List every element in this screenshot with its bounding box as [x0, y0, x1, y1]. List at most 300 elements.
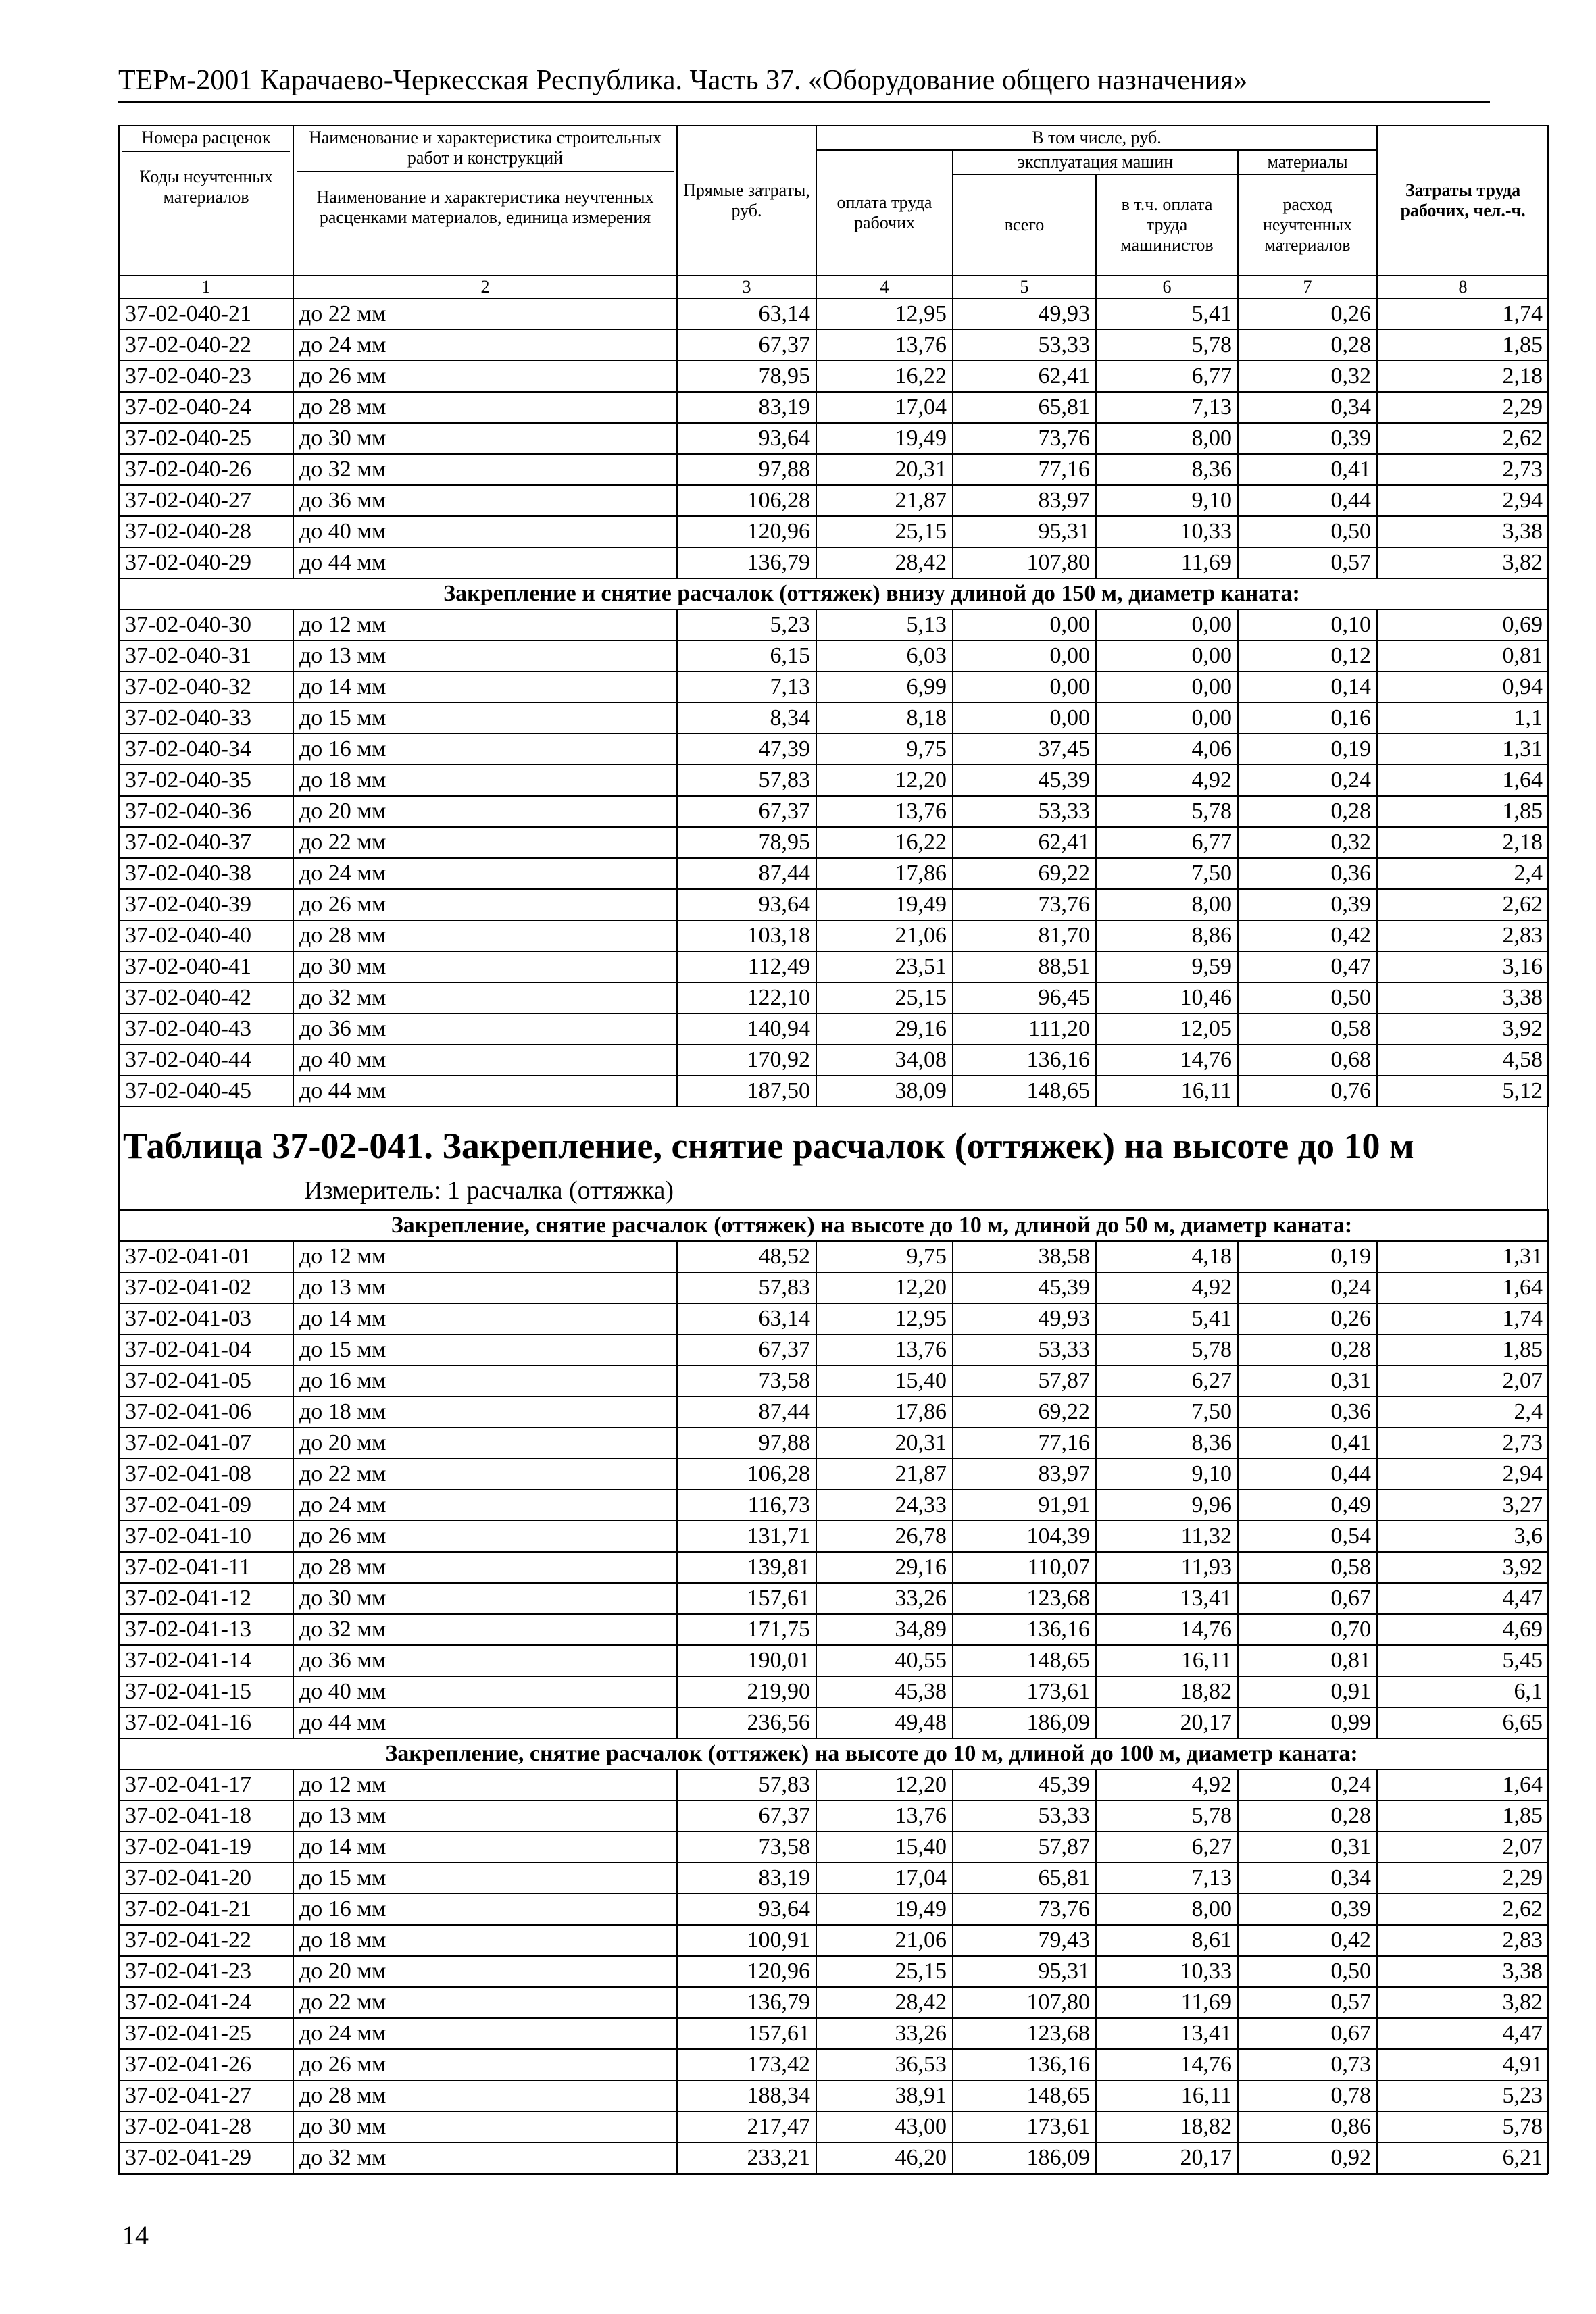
material-use-cell: 0,58	[1238, 1013, 1377, 1045]
machine-total-cell: 53,33	[953, 330, 1096, 361]
labor-cost-cell: 1,64	[1377, 1272, 1549, 1303]
work-name-cell: до 36 мм	[293, 1013, 677, 1045]
machinist-pay-cell: 8,36	[1096, 454, 1238, 485]
direct-cost-cell: 93,64	[677, 889, 816, 920]
work-name-cell: до 12 мм	[293, 1241, 677, 1272]
machine-total-cell: 69,22	[953, 1397, 1096, 1428]
table-row	[119, 703, 1549, 734]
material-use-cell: 0,28	[1238, 330, 1377, 361]
machinist-pay-cell: 7,13	[1096, 1863, 1238, 1894]
machine-total-cell: 77,16	[953, 1428, 1096, 1459]
rate-code-cell: 37-02-041-29	[119, 2142, 293, 2173]
labor-cost-cell: 1,64	[1377, 1769, 1549, 1801]
rate-code-cell: 37-02-041-12	[119, 1583, 293, 1614]
rate-code-cell: 37-02-041-18	[119, 1801, 293, 1832]
col-material-name-label: Наименование и характеристика неучтенных расценками материалов, единица измерения	[316, 187, 654, 227]
labor-pay-cell: 17,86	[816, 1397, 953, 1428]
rate-code-cell: 37-02-040-40	[119, 920, 293, 951]
machinist-pay-cell: 5,78	[1096, 330, 1238, 361]
machinist-pay-cell: 9,10	[1096, 1459, 1238, 1490]
table-row	[119, 1076, 1549, 1107]
labor-pay-cell: 12,95	[816, 1303, 953, 1334]
rate-code-cell: 37-02-041-19	[119, 1832, 293, 1863]
rate-code-cell: 37-02-041-11	[119, 1552, 293, 1583]
machine-total-cell: 79,43	[953, 1925, 1096, 1956]
column-number: 6	[1096, 276, 1238, 299]
machine-total-cell: 49,93	[953, 299, 1096, 330]
table-row	[119, 1521, 1549, 1552]
material-use-cell: 0,73	[1238, 2049, 1377, 2080]
labor-cost-cell: 3,82	[1377, 547, 1549, 578]
labor-cost-cell: 1,31	[1377, 734, 1549, 765]
rate-code-cell: 37-02-041-17	[119, 1769, 293, 1801]
material-use-cell: 0,54	[1238, 1521, 1377, 1552]
labor-cost-cell: 5,23	[1377, 2080, 1549, 2111]
work-name-cell: до 20 мм	[293, 1428, 677, 1459]
labor-cost-cell: 2,94	[1377, 1459, 1549, 1490]
material-use-cell: 0,31	[1238, 1365, 1377, 1397]
work-name-cell: до 15 мм	[293, 703, 677, 734]
material-use-cell: 0,36	[1238, 858, 1377, 889]
material-use-cell: 0,24	[1238, 1272, 1377, 1303]
labor-pay-cell: 12,20	[816, 765, 953, 796]
rate-code-cell: 37-02-041-15	[119, 1676, 293, 1707]
material-use-cell: 0,28	[1238, 796, 1377, 827]
machine-total-cell: 45,39	[953, 1769, 1096, 1801]
machinist-pay-cell: 4,06	[1096, 734, 1238, 765]
labor-pay-cell: 17,86	[816, 858, 953, 889]
direct-cost-cell: 63,14	[677, 299, 816, 330]
labor-cost-cell: 5,12	[1377, 1076, 1549, 1107]
work-name-cell: до 40 мм	[293, 1045, 677, 1076]
material-use-cell: 0,36	[1238, 1397, 1377, 1428]
section-heading: Закрепление и снятие расчалок (оттяжек) внизу длиной до 150 м, диаметр каната:	[119, 578, 1549, 609]
table-row	[119, 1241, 1549, 1272]
column-number: 2	[293, 276, 677, 299]
labor-cost-cell: 1,85	[1377, 1334, 1549, 1365]
direct-cost-cell: 217,47	[677, 2111, 816, 2142]
direct-cost-cell: 8,34	[677, 703, 816, 734]
column-number: 4	[816, 276, 953, 299]
col-work-name-label: Наименование и характеристика строительных работ и конструкций	[297, 128, 674, 172]
direct-cost-cell: 120,96	[677, 516, 816, 547]
page-number: 14	[122, 2220, 149, 2250]
machine-total-cell: 173,61	[953, 1676, 1096, 1707]
work-name-cell: до 14 мм	[293, 1832, 677, 1863]
labor-cost-cell: 2,94	[1377, 485, 1549, 516]
direct-cost-cell: 73,58	[677, 1832, 816, 1863]
labor-cost-cell: 3,38	[1377, 1956, 1549, 1987]
direct-cost-cell: 136,79	[677, 1987, 816, 2018]
direct-cost-cell: 67,37	[677, 1801, 816, 1832]
labor-pay-cell: 19,49	[816, 1894, 953, 1925]
labor-cost-cell: 2,83	[1377, 920, 1549, 951]
labor-cost-cell: 2,07	[1377, 1365, 1549, 1397]
table-row	[119, 1334, 1549, 1365]
machinist-pay-cell: 14,76	[1096, 1614, 1238, 1645]
work-name-cell: до 40 мм	[293, 1676, 677, 1707]
work-name-cell: до 26 мм	[293, 889, 677, 920]
table-row	[119, 951, 1549, 982]
machinist-pay-cell: 10,33	[1096, 516, 1238, 547]
labor-cost-cell: 5,78	[1377, 2111, 1549, 2142]
labor-pay-cell: 21,87	[816, 485, 953, 516]
material-use-cell: 0,50	[1238, 982, 1377, 1013]
work-name-cell: до 20 мм	[293, 1956, 677, 1987]
labor-cost-cell: 2,73	[1377, 454, 1549, 485]
machine-total-cell: 91,91	[953, 1490, 1096, 1521]
labor-pay-cell: 36,53	[816, 2049, 953, 2080]
rate-code-cell: 37-02-040-27	[119, 485, 293, 516]
labor-pay-cell: 20,31	[816, 1428, 953, 1459]
direct-cost-cell: 219,90	[677, 1676, 816, 1707]
direct-cost-cell: 116,73	[677, 1490, 816, 1521]
material-use-cell: 0,68	[1238, 1045, 1377, 1076]
machinist-pay-cell: 5,78	[1096, 796, 1238, 827]
rate-code-cell: 37-02-040-28	[119, 516, 293, 547]
machine-total-cell: 95,31	[953, 516, 1096, 547]
direct-cost-cell: 188,34	[677, 2080, 816, 2111]
machinist-pay-cell: 13,41	[1096, 1583, 1238, 1614]
direct-cost-cell: 48,52	[677, 1241, 816, 1272]
machine-total-cell: 53,33	[953, 1334, 1096, 1365]
rate-code-cell: 37-02-040-39	[119, 889, 293, 920]
rate-code-cell: 37-02-040-41	[119, 951, 293, 982]
direct-cost-cell: 7,13	[677, 672, 816, 703]
direct-cost-cell: 83,19	[677, 1863, 816, 1894]
rate-code-cell: 37-02-040-31	[119, 640, 293, 672]
rate-code-cell: 37-02-041-14	[119, 1645, 293, 1676]
rate-code-cell: 37-02-041-21	[119, 1894, 293, 1925]
work-name-cell: до 26 мм	[293, 361, 677, 392]
labor-cost-cell: 0,69	[1377, 609, 1549, 640]
material-use-cell: 0,44	[1238, 1459, 1377, 1490]
rate-code-cell: 37-02-041-28	[119, 2111, 293, 2142]
rate-code-cell: 37-02-040-34	[119, 734, 293, 765]
material-use-cell: 0,57	[1238, 547, 1377, 578]
machine-total-cell: 62,41	[953, 827, 1096, 858]
labor-pay-cell: 9,75	[816, 734, 953, 765]
machine-total-cell: 53,33	[953, 796, 1096, 827]
labor-cost-cell: 0,94	[1377, 672, 1549, 703]
labor-cost-cell: 1,85	[1377, 796, 1549, 827]
direct-cost-cell: 57,83	[677, 1769, 816, 1801]
rate-code-cell: 37-02-040-36	[119, 796, 293, 827]
machinist-pay-cell: 9,10	[1096, 485, 1238, 516]
work-name-cell: до 24 мм	[293, 2018, 677, 2049]
material-use-cell: 0,76	[1238, 1076, 1377, 1107]
machine-total-cell: 69,22	[953, 858, 1096, 889]
table-row	[119, 1801, 1549, 1832]
machinist-pay-cell: 7,50	[1096, 1397, 1238, 1428]
material-use-cell: 0,50	[1238, 1956, 1377, 1987]
machinist-pay-cell: 8,86	[1096, 920, 1238, 951]
labor-cost-cell: 4,69	[1377, 1614, 1549, 1645]
table-row	[119, 423, 1549, 454]
labor-pay-cell: 12,20	[816, 1769, 953, 1801]
machine-total-cell: 148,65	[953, 1076, 1096, 1107]
rate-code-cell: 37-02-040-37	[119, 827, 293, 858]
work-name-cell: до 44 мм	[293, 1707, 677, 1738]
machinist-pay-cell: 8,36	[1096, 1428, 1238, 1459]
table-row	[119, 361, 1549, 392]
machinist-pay-cell: 6,77	[1096, 361, 1238, 392]
machine-total-cell: 96,45	[953, 982, 1096, 1013]
labor-pay-cell: 19,49	[816, 889, 953, 920]
material-use-cell: 0,24	[1238, 1769, 1377, 1801]
rate-code-cell: 37-02-041-07	[119, 1428, 293, 1459]
labor-cost-cell: 1,1	[1377, 703, 1549, 734]
machinist-pay-cell: 20,17	[1096, 1707, 1238, 1738]
labor-cost-cell: 2,62	[1377, 423, 1549, 454]
labor-pay-cell: 46,20	[816, 2142, 953, 2173]
labor-cost-cell: 6,1	[1377, 1676, 1549, 1707]
labor-pay-cell: 24,33	[816, 1490, 953, 1521]
labor-pay-cell: 9,75	[816, 1241, 953, 1272]
work-name-cell: до 16 мм	[293, 1894, 677, 1925]
work-name-cell: до 14 мм	[293, 1303, 677, 1334]
labor-cost-cell: 4,47	[1377, 2018, 1549, 2049]
machinist-pay-cell: 8,00	[1096, 423, 1238, 454]
work-name-cell: до 20 мм	[293, 796, 677, 827]
machine-total-cell: 49,93	[953, 1303, 1096, 1334]
rate-code-cell: 37-02-040-42	[119, 982, 293, 1013]
machinist-pay-cell: 4,92	[1096, 765, 1238, 796]
rate-code-cell: 37-02-040-25	[119, 423, 293, 454]
labor-pay-cell: 33,26	[816, 1583, 953, 1614]
rate-code-cell: 37-02-040-35	[119, 765, 293, 796]
table-041-title: Таблица 37-02-041. Закрепление, снятие расчалок (оттяжек) на высоте до 10 м	[123, 1126, 1414, 1166]
machinist-pay-cell: 5,78	[1096, 1801, 1238, 1832]
machinist-pay-cell: 13,41	[1096, 2018, 1238, 2049]
machinist-pay-cell: 4,18	[1096, 1241, 1238, 1272]
machinist-pay-cell: 14,76	[1096, 1045, 1238, 1076]
direct-cost-cell: 63,14	[677, 1303, 816, 1334]
table-head	[119, 126, 1549, 299]
machine-total-cell: 73,76	[953, 889, 1096, 920]
labor-cost-cell: 2,07	[1377, 1832, 1549, 1863]
labor-pay-cell: 21,87	[816, 1459, 953, 1490]
work-name-cell: до 18 мм	[293, 1397, 677, 1428]
material-use-cell: 0,10	[1238, 609, 1377, 640]
work-name-cell: до 28 мм	[293, 2080, 677, 2111]
table-row	[119, 1987, 1549, 2018]
rate-code-cell: 37-02-041-01	[119, 1241, 293, 1272]
work-name-cell: до 18 мм	[293, 765, 677, 796]
work-name-cell: до 24 мм	[293, 330, 677, 361]
table-row	[119, 1863, 1549, 1894]
machinist-pay-cell: 7,13	[1096, 392, 1238, 423]
direct-cost-cell: 171,75	[677, 1614, 816, 1645]
table-row	[119, 2142, 1549, 2173]
table-row	[119, 1428, 1549, 1459]
labor-cost-cell: 2,4	[1377, 858, 1549, 889]
table-row	[119, 827, 1549, 858]
direct-cost-cell: 67,37	[677, 796, 816, 827]
table-row	[119, 1303, 1549, 1334]
material-use-cell: 0,81	[1238, 1645, 1377, 1676]
rate-code-cell: 37-02-040-29	[119, 547, 293, 578]
rate-code-cell: 37-02-040-38	[119, 858, 293, 889]
material-use-cell: 0,41	[1238, 1428, 1377, 1459]
material-use-cell: 0,47	[1238, 951, 1377, 982]
rate-code-cell: 37-02-040-22	[119, 330, 293, 361]
labor-cost-cell: 1,85	[1377, 1801, 1549, 1832]
direct-cost-cell: 157,61	[677, 1583, 816, 1614]
direct-cost-cell: 106,28	[677, 1459, 816, 1490]
machinist-pay-cell: 16,11	[1096, 2080, 1238, 2111]
direct-cost-cell: 67,37	[677, 330, 816, 361]
direct-cost-cell: 87,44	[677, 1397, 816, 1428]
labor-cost-cell: 1,31	[1377, 1241, 1549, 1272]
col-rate-number-label: Номера расценок	[122, 128, 290, 152]
table-row	[119, 1397, 1549, 1428]
table-row	[119, 889, 1549, 920]
machinist-pay-cell: 0,00	[1096, 640, 1238, 672]
table-row	[119, 485, 1549, 516]
table-row	[119, 858, 1549, 889]
labor-pay-cell: 21,06	[816, 1925, 953, 1956]
col-machine-total-header: всего	[953, 174, 1096, 276]
rate-code-cell: 37-02-041-27	[119, 2080, 293, 2111]
section-heading-row	[119, 578, 1549, 609]
table-row	[119, 920, 1549, 951]
header-rule	[118, 101, 1490, 103]
work-name-cell: до 30 мм	[293, 951, 677, 982]
work-name-cell: до 14 мм	[293, 672, 677, 703]
machinist-pay-cell: 9,59	[1096, 951, 1238, 982]
rate-code-cell: 37-02-041-26	[119, 2049, 293, 2080]
machine-total-cell: 73,76	[953, 1894, 1096, 1925]
table-row	[119, 1272, 1549, 1303]
table-row	[119, 1832, 1549, 1863]
material-use-cell: 0,28	[1238, 1334, 1377, 1365]
labor-cost-cell: 3,27	[1377, 1490, 1549, 1521]
rate-code-cell: 37-02-041-09	[119, 1490, 293, 1521]
labor-cost-cell: 1,64	[1377, 765, 1549, 796]
labor-cost-cell: 0,81	[1377, 640, 1549, 672]
direct-cost-cell: 103,18	[677, 920, 816, 951]
material-use-cell: 0,14	[1238, 672, 1377, 703]
machinist-pay-cell: 11,32	[1096, 1521, 1238, 1552]
section-heading-row	[119, 1210, 1549, 1241]
section-d-group	[119, 1738, 1549, 1769]
rate-code-cell: 37-02-040-45	[119, 1076, 293, 1107]
machinist-pay-cell: 10,33	[1096, 1956, 1238, 1987]
work-name-cell: до 36 мм	[293, 1645, 677, 1676]
direct-cost-cell: 131,71	[677, 1521, 816, 1552]
table-row	[119, 672, 1549, 703]
machine-total-cell: 110,07	[953, 1552, 1096, 1583]
rate-code-cell: 37-02-041-24	[119, 1987, 293, 2018]
machinist-pay-cell: 18,82	[1096, 1676, 1238, 1707]
labor-cost-cell: 1,74	[1377, 1303, 1549, 1334]
direct-cost-cell: 106,28	[677, 485, 816, 516]
rate-code-cell: 37-02-041-04	[119, 1334, 293, 1365]
labor-pay-cell: 20,31	[816, 454, 953, 485]
direct-cost-cell: 122,10	[677, 982, 816, 1013]
work-name-cell: до 28 мм	[293, 1552, 677, 1583]
table-row	[119, 1645, 1549, 1676]
material-use-cell: 0,91	[1238, 1676, 1377, 1707]
machinist-pay-cell: 11,69	[1096, 547, 1238, 578]
rates-table-040	[118, 125, 1549, 1107]
direct-cost-cell: 97,88	[677, 454, 816, 485]
machinist-pay-cell: 8,00	[1096, 889, 1238, 920]
work-name-cell: до 28 мм	[293, 392, 677, 423]
material-use-cell: 0,92	[1238, 2142, 1377, 2173]
col-rate-number-header	[119, 126, 293, 276]
machine-total-cell: 45,39	[953, 765, 1096, 796]
material-use-cell: 0,32	[1238, 361, 1377, 392]
table-row	[119, 1769, 1549, 1801]
material-use-cell: 0,34	[1238, 1863, 1377, 1894]
work-name-cell: до 15 мм	[293, 1863, 677, 1894]
material-use-cell: 0,34	[1238, 392, 1377, 423]
machinist-pay-cell: 0,00	[1096, 609, 1238, 640]
labor-pay-cell: 8,18	[816, 703, 953, 734]
machinist-pay-cell: 8,00	[1096, 1894, 1238, 1925]
machine-total-cell: 148,65	[953, 1645, 1096, 1676]
labor-cost-cell: 2,73	[1377, 1428, 1549, 1459]
machine-total-cell: 53,33	[953, 1801, 1096, 1832]
work-name-cell: до 44 мм	[293, 547, 677, 578]
table-row	[119, 1045, 1549, 1076]
machine-total-cell: 0,00	[953, 672, 1096, 703]
including-header: В том числе, руб.	[816, 126, 1377, 150]
direct-cost-cell: 78,95	[677, 361, 816, 392]
work-name-cell: до 24 мм	[293, 858, 677, 889]
work-name-cell: до 24 мм	[293, 1490, 677, 1521]
labor-cost-cell: 4,47	[1377, 1583, 1549, 1614]
material-use-cell: 0,39	[1238, 423, 1377, 454]
rate-code-cell: 37-02-040-26	[119, 454, 293, 485]
machinist-pay-cell: 8,61	[1096, 1925, 1238, 1956]
machine-total-cell: 111,20	[953, 1013, 1096, 1045]
direct-cost-cell: 170,92	[677, 1045, 816, 1076]
machine-total-cell: 0,00	[953, 640, 1096, 672]
labor-pay-cell: 43,00	[816, 2111, 953, 2142]
work-name-cell: до 32 мм	[293, 454, 677, 485]
table-row	[119, 1552, 1549, 1583]
work-name-cell: до 32 мм	[293, 982, 677, 1013]
material-use-cell: 0,44	[1238, 485, 1377, 516]
labor-cost-cell: 4,58	[1377, 1045, 1549, 1076]
labor-cost-cell: 2,83	[1377, 1925, 1549, 1956]
direct-cost-cell: 57,83	[677, 1272, 816, 1303]
direct-cost-cell: 47,39	[677, 734, 816, 765]
table-row	[119, 640, 1549, 672]
labor-pay-cell: 13,76	[816, 796, 953, 827]
rate-code-cell: 37-02-040-21	[119, 299, 293, 330]
material-use-cell: 0,12	[1238, 640, 1377, 672]
labor-pay-cell: 25,15	[816, 516, 953, 547]
labor-cost-cell: 2,29	[1377, 392, 1549, 423]
table-row	[119, 1707, 1549, 1738]
section-heading: Закрепление, снятие расчалок (оттяжек) на высоте до 10 м, длиной до 50 м, диаметр каната:	[119, 1210, 1549, 1241]
direct-cost-cell: 6,15	[677, 640, 816, 672]
table-row	[119, 547, 1549, 578]
work-name-cell: до 15 мм	[293, 1334, 677, 1365]
table-row	[119, 1013, 1549, 1045]
machine-total-cell: 173,61	[953, 2111, 1096, 2142]
table-row	[119, 609, 1549, 640]
table-row	[119, 1459, 1549, 1490]
material-use-cell: 0,24	[1238, 765, 1377, 796]
material-use-cell: 0,39	[1238, 1894, 1377, 1925]
work-name-cell: до 22 мм	[293, 1987, 677, 2018]
col-material-use-header: расход неучтенных материалов	[1238, 174, 1377, 276]
